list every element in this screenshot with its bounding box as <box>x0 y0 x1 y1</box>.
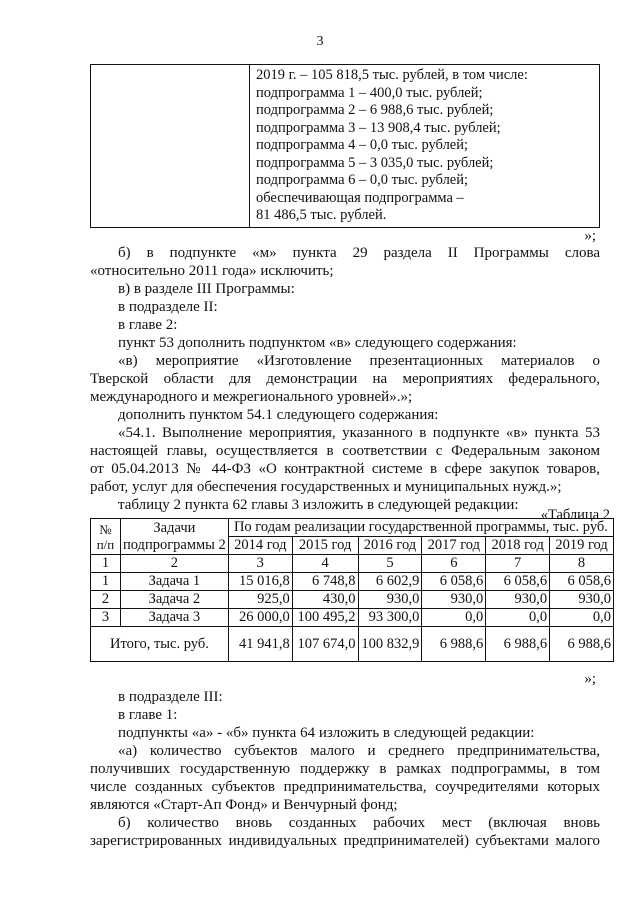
paragraph-line: в главе 1: <box>118 707 178 723</box>
col-number: 1 <box>91 555 121 573</box>
paragraph-line: б) в подпункте «м» пункта 29 раздела II Программы слова <box>118 245 600 261</box>
row-value: 0,0 <box>486 609 550 627</box>
paragraph-line: в главе 2: <box>118 317 178 333</box>
row-value: 930,0 <box>550 591 614 609</box>
paragraph-line: «54.1. Выполнение мероприятия, указанного в подпункте «в» пункта 53 <box>118 425 600 441</box>
funding-line: 2019 г. – 105 818,5 тыс. рублей, в том числе: <box>256 67 528 83</box>
quote-close: »; <box>584 671 596 687</box>
paragraph-line: «относительно 2011 года» исключить; <box>90 263 334 279</box>
paragraph-line: пункт 53 дополнить подпунктом «в» следующего содержания: <box>118 335 517 351</box>
total-value: 6 988,6 <box>486 627 550 662</box>
paragraph-line: б) количество вновь созданных рабочих мест (включая вновь <box>118 815 600 831</box>
paragraph-line: зарегистрированных индивидуальных предпринимателей) субъектами малого <box>90 833 600 849</box>
total-value: 107 674,0 <box>292 627 358 662</box>
row-value: 6 058,6 <box>550 573 614 591</box>
row-value: 6 748,8 <box>292 573 358 591</box>
funding-line: подпрограмма 5 – 3 035,0 тыс. рублей; <box>256 154 494 171</box>
paragraph-line: являются «Старт-Ап Фонд» и Венчурный фонд; <box>90 797 398 813</box>
funding-line: подпрограмма 2 – 6 988,6 тыс. рублей; <box>256 102 494 118</box>
header-year: 2015 год <box>292 537 358 555</box>
funding-line: обеспечивающая подпрограмма – <box>256 189 464 206</box>
paragraph-line: в подразделе III: <box>118 689 223 705</box>
table-2 <box>90 518 614 662</box>
funding-table-text-cell <box>250 65 600 228</box>
row-value: 0,0 <box>550 609 614 627</box>
header-years-group: По годам реализации государственной программы, тыс. руб. <box>228 519 613 537</box>
page-number: 3 <box>316 34 324 49</box>
paragraph-line: дополнить пунктом 54.1 следующего содержания: <box>118 407 439 423</box>
total-value: 41 941,8 <box>228 627 292 662</box>
total-value: 6 988,6 <box>422 627 486 662</box>
row-value: 15 016,8 <box>228 573 292 591</box>
funding-line: 81 486,5 тыс. рублей. <box>256 207 387 223</box>
header-year: 2014 год <box>228 537 292 555</box>
row-value: 0,0 <box>422 609 486 627</box>
row-value: 100 495,2 <box>292 609 358 627</box>
row-task: Задача 1 <box>120 573 228 591</box>
row-value: 930,0 <box>422 591 486 609</box>
total-label: Итого, тыс. руб. <box>91 627 229 662</box>
paragraph-line: настоящей главы, осуществляется в соответствии с Федеральным законом <box>90 443 600 459</box>
col-number: 5 <box>358 555 422 573</box>
paragraph-line: подпункты «а» - «б» пункта 64 изложить в следующей редакции: <box>118 725 535 741</box>
funding-line: подпрограмма 6 – 0,0 тыс. рублей; <box>256 172 469 188</box>
funding-table-left-cell <box>91 65 250 228</box>
paragraph-line: в подразделе II: <box>118 299 218 315</box>
total-row <box>91 627 614 662</box>
funding-line: подпрограмма 1 – 400,0 тыс. рублей; <box>256 84 483 101</box>
row-num: 1 <box>91 573 121 591</box>
table-caption: «Таблица 2 <box>540 507 610 523</box>
header-num: № п/п <box>91 519 121 555</box>
header-task: Задачи подпрограммы 2 <box>120 519 228 555</box>
row-num: 2 <box>91 591 121 609</box>
paragraph-line: «а) количество субъектов малого и среднего предпринимательства, <box>118 743 600 759</box>
header-year: 2016 год <box>358 537 422 555</box>
col-number: 4 <box>292 555 358 573</box>
column-number-row <box>91 555 614 573</box>
funding-line: подпрограмма 4 – 0,0 тыс. рублей; <box>256 137 469 153</box>
row-num: 3 <box>91 609 121 627</box>
row-task: Задача 2 <box>120 591 228 609</box>
row-value: 93 300,0 <box>358 609 422 627</box>
row-value: 925,0 <box>228 591 292 609</box>
row-value: 6 602,9 <box>358 573 422 591</box>
col-number: 6 <box>422 555 486 573</box>
table-row <box>91 591 614 609</box>
row-value: 6 058,6 <box>422 573 486 591</box>
total-value: 6 988,6 <box>550 627 614 662</box>
row-value: 26 000,0 <box>228 609 292 627</box>
row-value: 430,0 <box>292 591 358 609</box>
quote-close: »; <box>584 228 596 244</box>
header-year: 2018 год <box>486 537 550 555</box>
col-number: 8 <box>550 555 614 573</box>
paragraph-line: Тверской области для демонстрации на мероприятиях федерального, <box>90 371 600 387</box>
paragraph-line: работ, услуг для обеспечения государственных и муниципальных нужд.»; <box>90 479 562 495</box>
paragraph-line: «в) мероприятие «Изготовление презентационных материалов о <box>118 353 600 369</box>
header-year: 2017 год <box>422 537 486 555</box>
paragraph-line: от 05.04.2013 № 44-ФЗ «О контрактной системе в сфере закупок товаров, <box>90 461 600 477</box>
paragraph-line: числе созданных субъектов предпринимательства, соучредителями которых <box>90 779 600 795</box>
col-number: 7 <box>486 555 550 573</box>
row-value: 930,0 <box>358 591 422 609</box>
funding-line: подпрограмма 3 – 13 908,4 тыс. рублей; <box>256 119 501 136</box>
paragraph-line: таблицу 2 пункта 62 главы 3 изложить в следующей редакции: <box>118 497 519 513</box>
total-value: 100 832,9 <box>358 627 422 662</box>
row-value: 6 058,6 <box>486 573 550 591</box>
paragraph-line: в) в разделе III Программы: <box>118 281 295 297</box>
col-number: 3 <box>228 555 292 573</box>
col-number: 2 <box>120 555 228 573</box>
table-row <box>91 573 614 591</box>
table-row <box>91 609 614 627</box>
row-task: Задача 3 <box>120 609 228 627</box>
header-year: 2019 год <box>550 537 614 555</box>
row-value: 930,0 <box>486 591 550 609</box>
paragraph-line: международного и межрегионального уровней».»; <box>90 389 413 405</box>
paragraph-line: получивших государственную поддержку в рамках подпрограммы, в том <box>90 761 600 777</box>
funding-table <box>90 64 600 228</box>
